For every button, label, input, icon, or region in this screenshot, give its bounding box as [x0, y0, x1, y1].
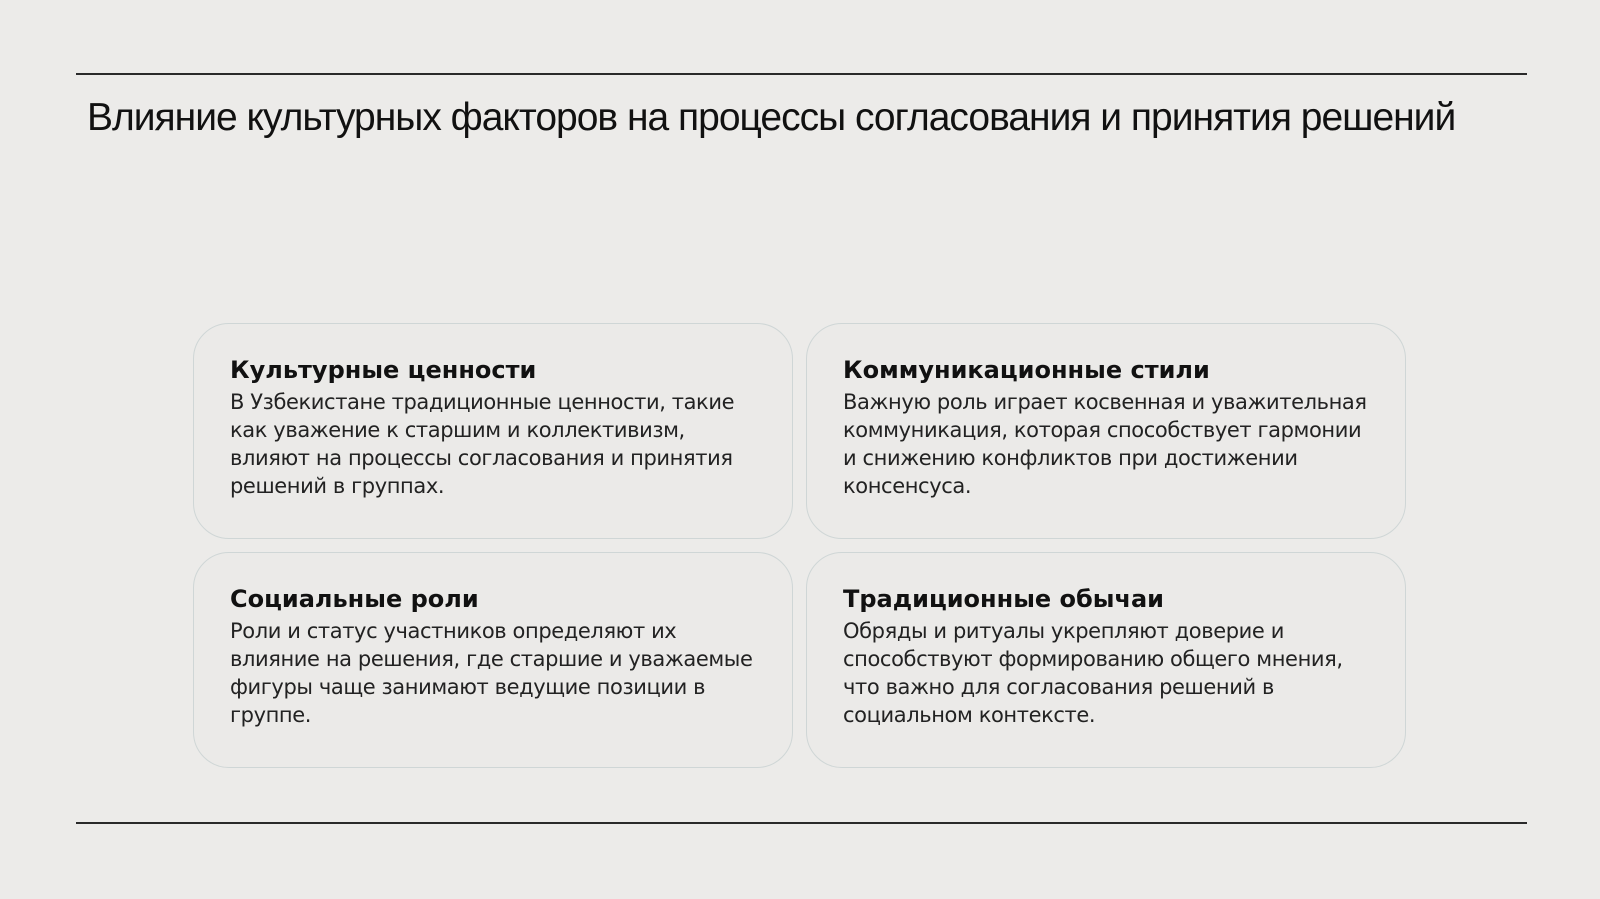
card-title: Культурные ценности: [230, 356, 537, 384]
cards-grid: [193, 323, 1406, 768]
card-social-roles: [193, 552, 793, 768]
bottom-divider: [76, 822, 1527, 824]
card-title: Коммуникационные стили: [843, 356, 1210, 384]
card-text: Важную роль играет косвенная и уважительная коммуникация, которая способствует гармонии и снижению конфликтов при достижении консенсуса.: [843, 390, 1367, 498]
slide-title: Влияние культурных факторов на процессы согласования и принятия решений: [87, 96, 1456, 139]
card-text: Обряды и ритуалы укрепляют доверие и способствуют формированию общего мнения, что важно для согласования решений в социальном контексте.: [843, 619, 1343, 727]
top-divider: [76, 73, 1527, 75]
card-cultural-values: [193, 323, 793, 539]
card-title: Традиционные обычаи: [843, 585, 1164, 613]
card-title: Социальные роли: [230, 585, 479, 613]
card-text: В Узбекистане традиционные ценности, такие как уважение к старшим и коллективизм, влияют на процессы согласования и принятия решений в группах.: [230, 390, 735, 498]
card-traditional-customs: [806, 552, 1406, 768]
card-communication-styles: [806, 323, 1406, 539]
card-text: Роли и статус участников определяют их влияние на решения, где старшие и уважаемые фигуры чаще занимают ведущие позиции в группе.: [230, 619, 753, 727]
